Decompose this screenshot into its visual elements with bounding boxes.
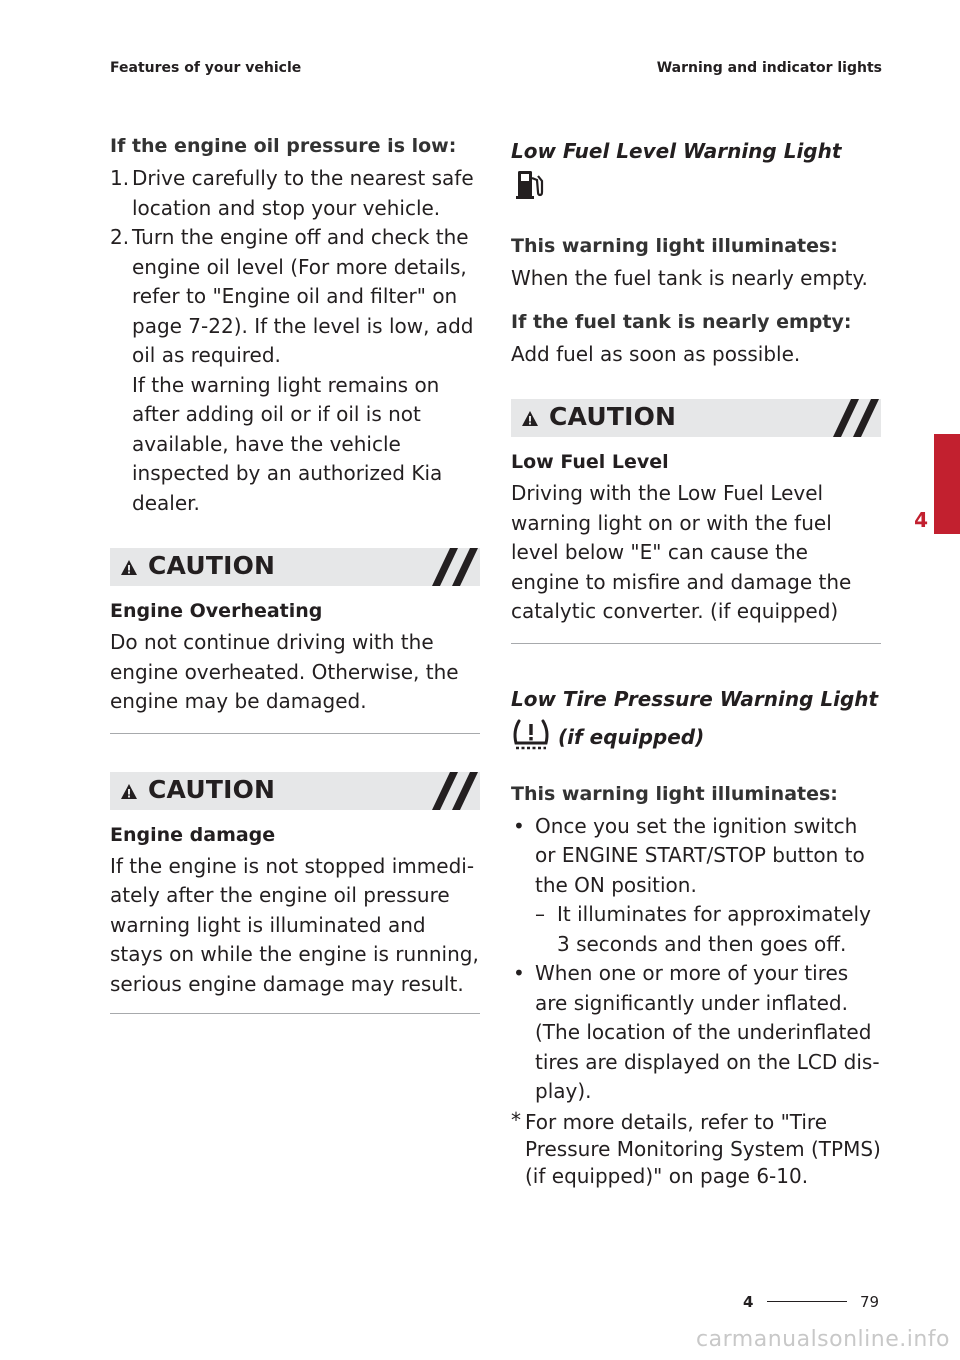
- caution-text: Do not continue driving with the engine overheated. Otherwise, the engine may be damaged.: [110, 630, 459, 713]
- caution-title: Engine Overheating: [110, 600, 323, 622]
- sub-list: [535, 900, 881, 959]
- footer-rule: [767, 1301, 847, 1302]
- oil-steps-list: [110, 164, 480, 518]
- caution-label: CAUTION: [148, 551, 276, 580]
- step-item: [110, 164, 480, 223]
- list-item: [511, 959, 881, 1107]
- bullet-text: When one or more of your tires are significantly under inflated. (The location of the underinflated tires are displayed on the LCD dis-play).: [535, 961, 880, 1103]
- caution-title: Low Fuel Level: [511, 451, 669, 473]
- fuel-empty-heading: If the fuel tank is nearly empty:: [511, 310, 852, 333]
- footer-chapter-number: 4: [743, 1293, 754, 1311]
- step-item: [110, 223, 480, 518]
- bullet-text: Once you set the ignition switch or ENGINE START/STOP button to the ON position.: [535, 813, 865, 897]
- running-header-section: Features of your vehicle: [110, 60, 302, 76]
- watermark: carmanualsonline.info: [696, 1327, 950, 1352]
- warning-triangle-icon: [521, 410, 539, 427]
- bullet-icon: •: [513, 813, 525, 838]
- fuel-warning-heading: [511, 134, 881, 206]
- step-text: Turn the engine off and check the engine oil level (For more details, refer to "Engine oil and filter" on page 7-22). If the level is low, add oil as required.: [132, 225, 474, 367]
- tpms-reference-note: [511, 1109, 881, 1190]
- caution-banner: [110, 548, 480, 586]
- left-column: [110, 132, 480, 1014]
- step-text: Drive carefully to the nearest safe location and stop your vehicle.: [132, 166, 474, 220]
- caution-banner: [511, 399, 881, 437]
- fuel-illuminates-heading: This warning light illuminates:: [511, 235, 838, 257]
- bullet-icon: •: [513, 961, 525, 985]
- caution-text: Driving with the Low Fuel Level warning light on or with the fuel level below "E" can cause the engine to misfire and damage the catalytic converter. (if equipped): [511, 481, 852, 623]
- running-header-title: Warning and indicator lights: [656, 60, 882, 76]
- oil-pressure-heading: If the engine oil pressure is low:: [110, 135, 457, 157]
- tire-pressure-icon: [511, 718, 551, 752]
- caution-text: If the engine is not stopped immedi-ately after the engine oil pressure warning light is illuminated and stays on while the engine is running, serious engine damage may result.: [110, 853, 479, 996]
- chapter-tab-number: 4: [914, 508, 928, 532]
- caution-title: Engine damage: [110, 823, 276, 846]
- fuel-illuminates-text: When the fuel tank is nearly empty.: [511, 266, 868, 290]
- asterisk-icon: *: [511, 1107, 521, 1132]
- note-text: For more details, refer to "Tire Pressure Monitoring System (TPMS) (if equipped)" on page 6-10.: [525, 1109, 881, 1188]
- caution-stripes-icon: [428, 548, 478, 586]
- chapter-tab: [934, 434, 960, 534]
- tire-warning-heading: Low Tire Pressure Warning Light: [511, 686, 879, 711]
- step-text: If the warning light remains on after adding oil or if oil is not available, have the vehicle inspected by an authorized Kia dealer.: [132, 372, 443, 515]
- fuel-pump-icon: [513, 168, 547, 202]
- fuel-heading-text: Low Fuel Level Warning Light: [511, 139, 842, 163]
- caution-label: CAUTION: [549, 402, 677, 431]
- section-divider: [110, 1013, 480, 1014]
- list-item: [535, 900, 881, 959]
- section-divider: [110, 733, 480, 734]
- warning-triangle-icon: [120, 783, 138, 800]
- step-number: 2.: [110, 225, 130, 249]
- caution-banner: [110, 772, 480, 810]
- section-divider: [511, 643, 881, 644]
- sub-bullet-text: It illuminates for approximately 3 seconds and then goes off.: [557, 902, 871, 956]
- tire-heading-suffix: (if equipped): [557, 724, 705, 749]
- right-column: [511, 132, 881, 1190]
- tire-illuminates-heading: This warning light illuminates:: [511, 782, 838, 805]
- warning-triangle-icon: [120, 559, 138, 576]
- step-number: 1.: [110, 166, 130, 190]
- footer-page-number: 79: [860, 1293, 880, 1311]
- tire-conditions-list: [511, 812, 881, 1107]
- fuel-empty-text: Add fuel as soon as possible.: [511, 341, 801, 366]
- dash-icon: –: [535, 902, 545, 926]
- caution-stripes-icon: [428, 772, 478, 810]
- caution-label: CAUTION: [148, 774, 276, 804]
- tire-warning-heading-line2: [511, 718, 881, 754]
- caution-stripes-icon: [829, 399, 879, 437]
- list-item: [511, 812, 881, 960]
